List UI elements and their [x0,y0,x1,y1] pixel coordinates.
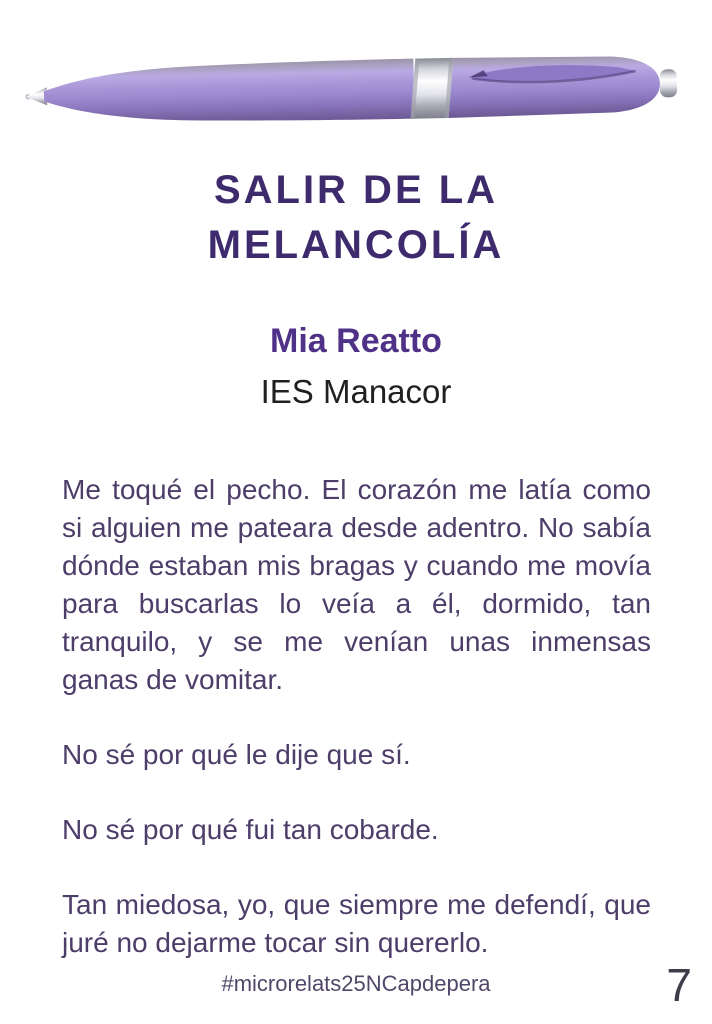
story-paragraph-1: Me toqué el pecho. El corazón me latía como si alguien me pateara desde adentro. No sabía dónde estaban mis bragas y cuando me movía para buscarlas lo veía a él, dormido, tan tranquilo, y se me venían unas inmensas ganas de vomitar. [62,474,651,695]
pen-photo [20,28,688,152]
footer-hashtag: #microrelats25NCapdepera [221,971,491,996]
page-number: 7 [666,959,692,1011]
story-paragraph-3: No sé por qué fui tan cobarde. [62,814,439,845]
story-paragraph-2: No sé por qué le dije que sí. [62,739,411,770]
page-title [0,163,712,273]
purple-pen-icon [20,28,688,152]
author-name: Mia Reatto [270,322,442,360]
title-line-2: MELANCOLÍA [207,223,505,267]
story-paragraph-4: Tan miedosa, yo, que siempre me defendí, que juré no dejarme tocar sin quererlo. [62,889,651,958]
story-text [62,471,651,962]
school-name: IES Manacor [260,373,452,410]
title-line-1: SALIR DE LA [213,168,499,212]
